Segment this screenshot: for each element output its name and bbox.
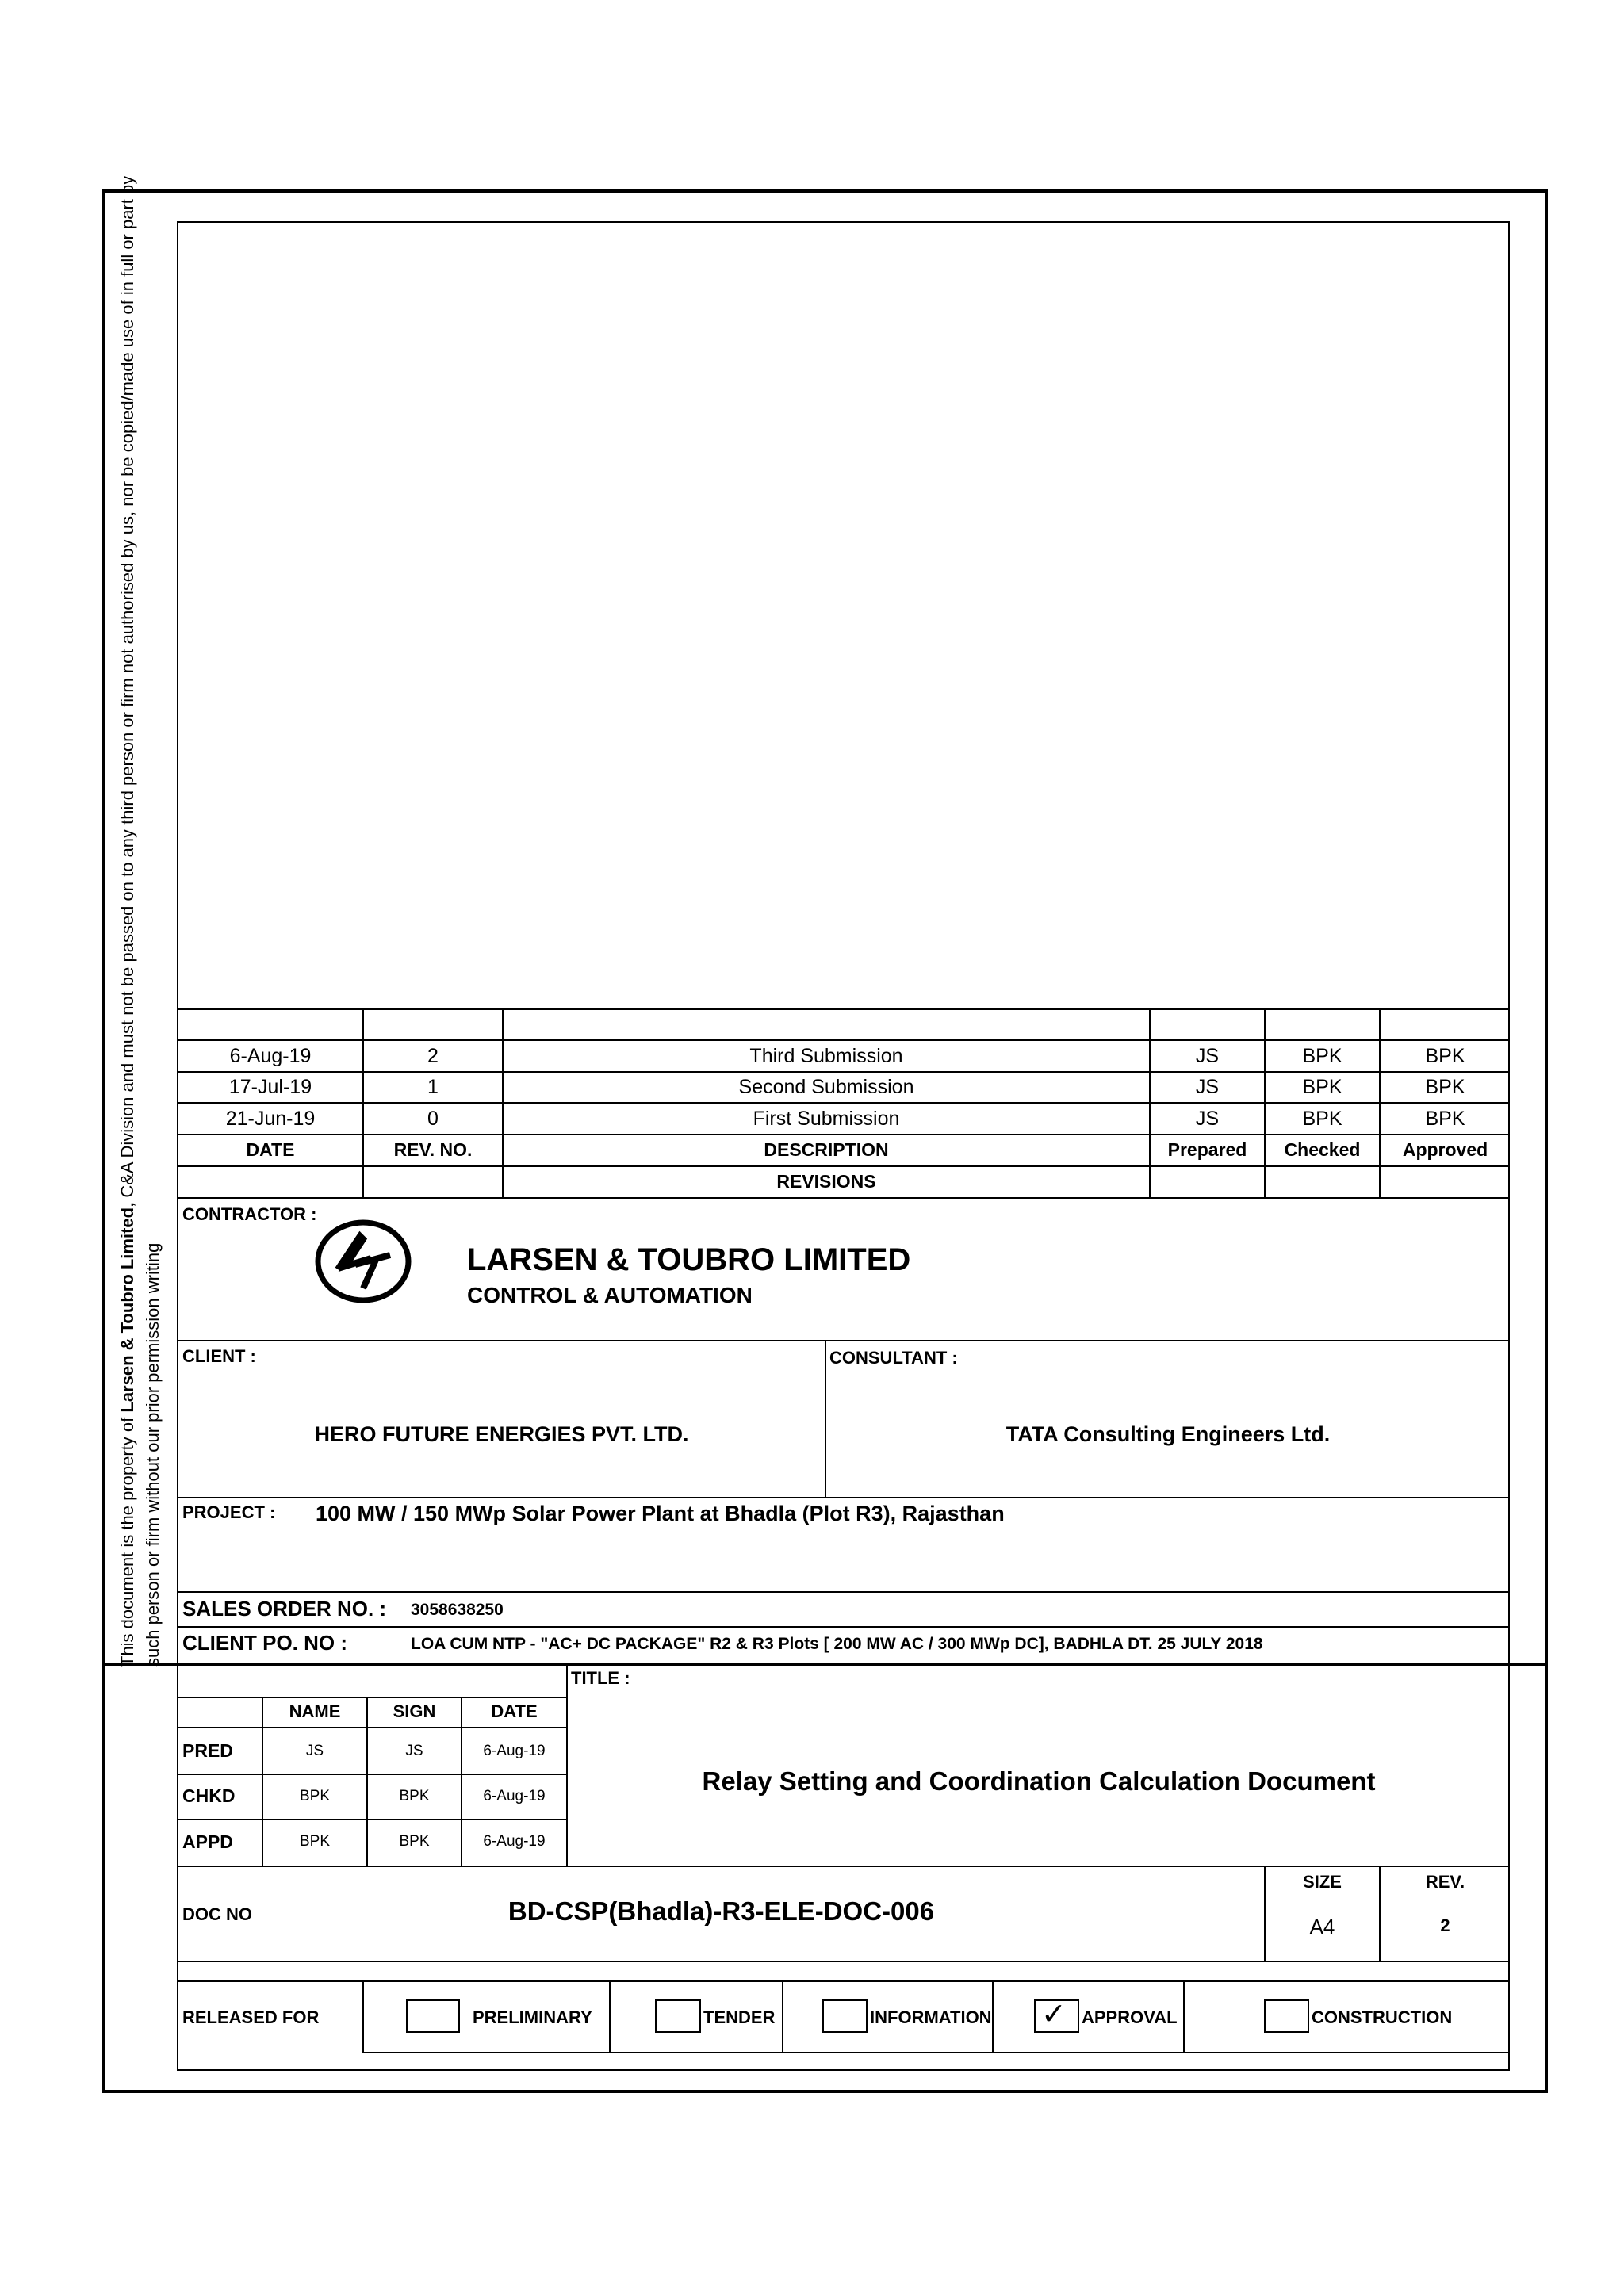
client-po-label: CLIENT PO. NO : — [182, 1631, 347, 1655]
header-rev-no: REV. NO. — [393, 1139, 473, 1160]
document-title: Relay Setting and Coordination Calculation Document — [702, 1766, 1376, 1796]
revisions-label: REVISIONS — [776, 1171, 876, 1192]
title-label: TITLE : — [571, 1668, 630, 1688]
preliminary-label: PRELIMINARY — [473, 2007, 592, 2027]
doc-number: BD-CSP(Bhadla)-R3-ELE-DOC-006 — [508, 1896, 935, 1926]
consultant-name: TATA Consulting Engineers Ltd. — [1005, 1422, 1331, 1446]
approval-check-icon: ✓ — [1041, 1996, 1067, 2031]
approval-label: APPROVAL — [1082, 2007, 1178, 2027]
size-label: SIZE — [1303, 1872, 1342, 1892]
client-po-value: LOA CUM NTP - "AC+ DC PACKAGE" R2 & R3 Plots [ 200 MW AC / 300 MWp DC], BADHLA DT. 25 JULY 2018 — [411, 1635, 1263, 1653]
size-value: A4 — [1309, 1915, 1335, 1938]
signoff-header-name: NAME — [289, 1701, 341, 1721]
rev-label: REV. — [1425, 1872, 1465, 1892]
tender-checkbox[interactable] — [655, 1999, 701, 2033]
information-label: INFORMATION — [870, 2007, 992, 2027]
contractor-name: LARSEN & TOUBRO LIMITED — [467, 1242, 911, 1277]
tender-label: TENDER — [703, 2007, 776, 2027]
signoff-header-sign: SIGN — [393, 1701, 436, 1721]
rev-value: 2 — [1440, 1915, 1450, 1935]
header-approved: Approved — [1402, 1139, 1488, 1160]
released-for-label: RELEASED FOR — [182, 2007, 320, 2027]
sales-order-value: 3058638250 — [411, 1601, 504, 1619]
signoff-header-date: DATE — [491, 1701, 538, 1721]
preliminary-checkbox[interactable] — [406, 1999, 460, 2033]
contractor-label: CONTRACTOR : — [182, 1204, 317, 1224]
client-label: CLIENT : — [182, 1346, 256, 1366]
consultant-label: CONSULTANT : — [829, 1348, 958, 1368]
construction-checkbox[interactable] — [1264, 1999, 1309, 2033]
property-notice-line1: This document is the property of Larsen & Toubro Limited, C&A Division and must not be passed on to any third person or firm not authorised by us, nor be copied/made use of in full or part by — [117, 175, 137, 1667]
header-checked: Checked — [1284, 1139, 1361, 1160]
property-notice-line2: such person or firm without our prior permission writing — [143, 1242, 163, 1667]
sales-order-label: SALES ORDER NO. : — [182, 1597, 387, 1621]
lt-logo — [314, 1219, 412, 1304]
construction-label: CONSTRUCTION — [1312, 2007, 1453, 2027]
information-checkbox[interactable] — [822, 1999, 868, 2033]
header-description: DESCRIPTION — [764, 1139, 889, 1160]
header-date: DATE — [246, 1139, 295, 1160]
header-prepared: Prepared — [1167, 1139, 1247, 1160]
client-name: HERO FUTURE ENERGIES PVT. LTD. — [314, 1422, 689, 1446]
contractor-division: CONTROL & AUTOMATION — [467, 1283, 753, 1307]
project-label: PROJECT : — [182, 1502, 276, 1522]
doc-no-label: DOC NO — [182, 1904, 252, 1924]
title-block-divider — [102, 1663, 1548, 1666]
project-name: 100 MW / 150 MWp Solar Power Plant at Bhadla (Plot R3), Rajasthan — [316, 1502, 1005, 1525]
